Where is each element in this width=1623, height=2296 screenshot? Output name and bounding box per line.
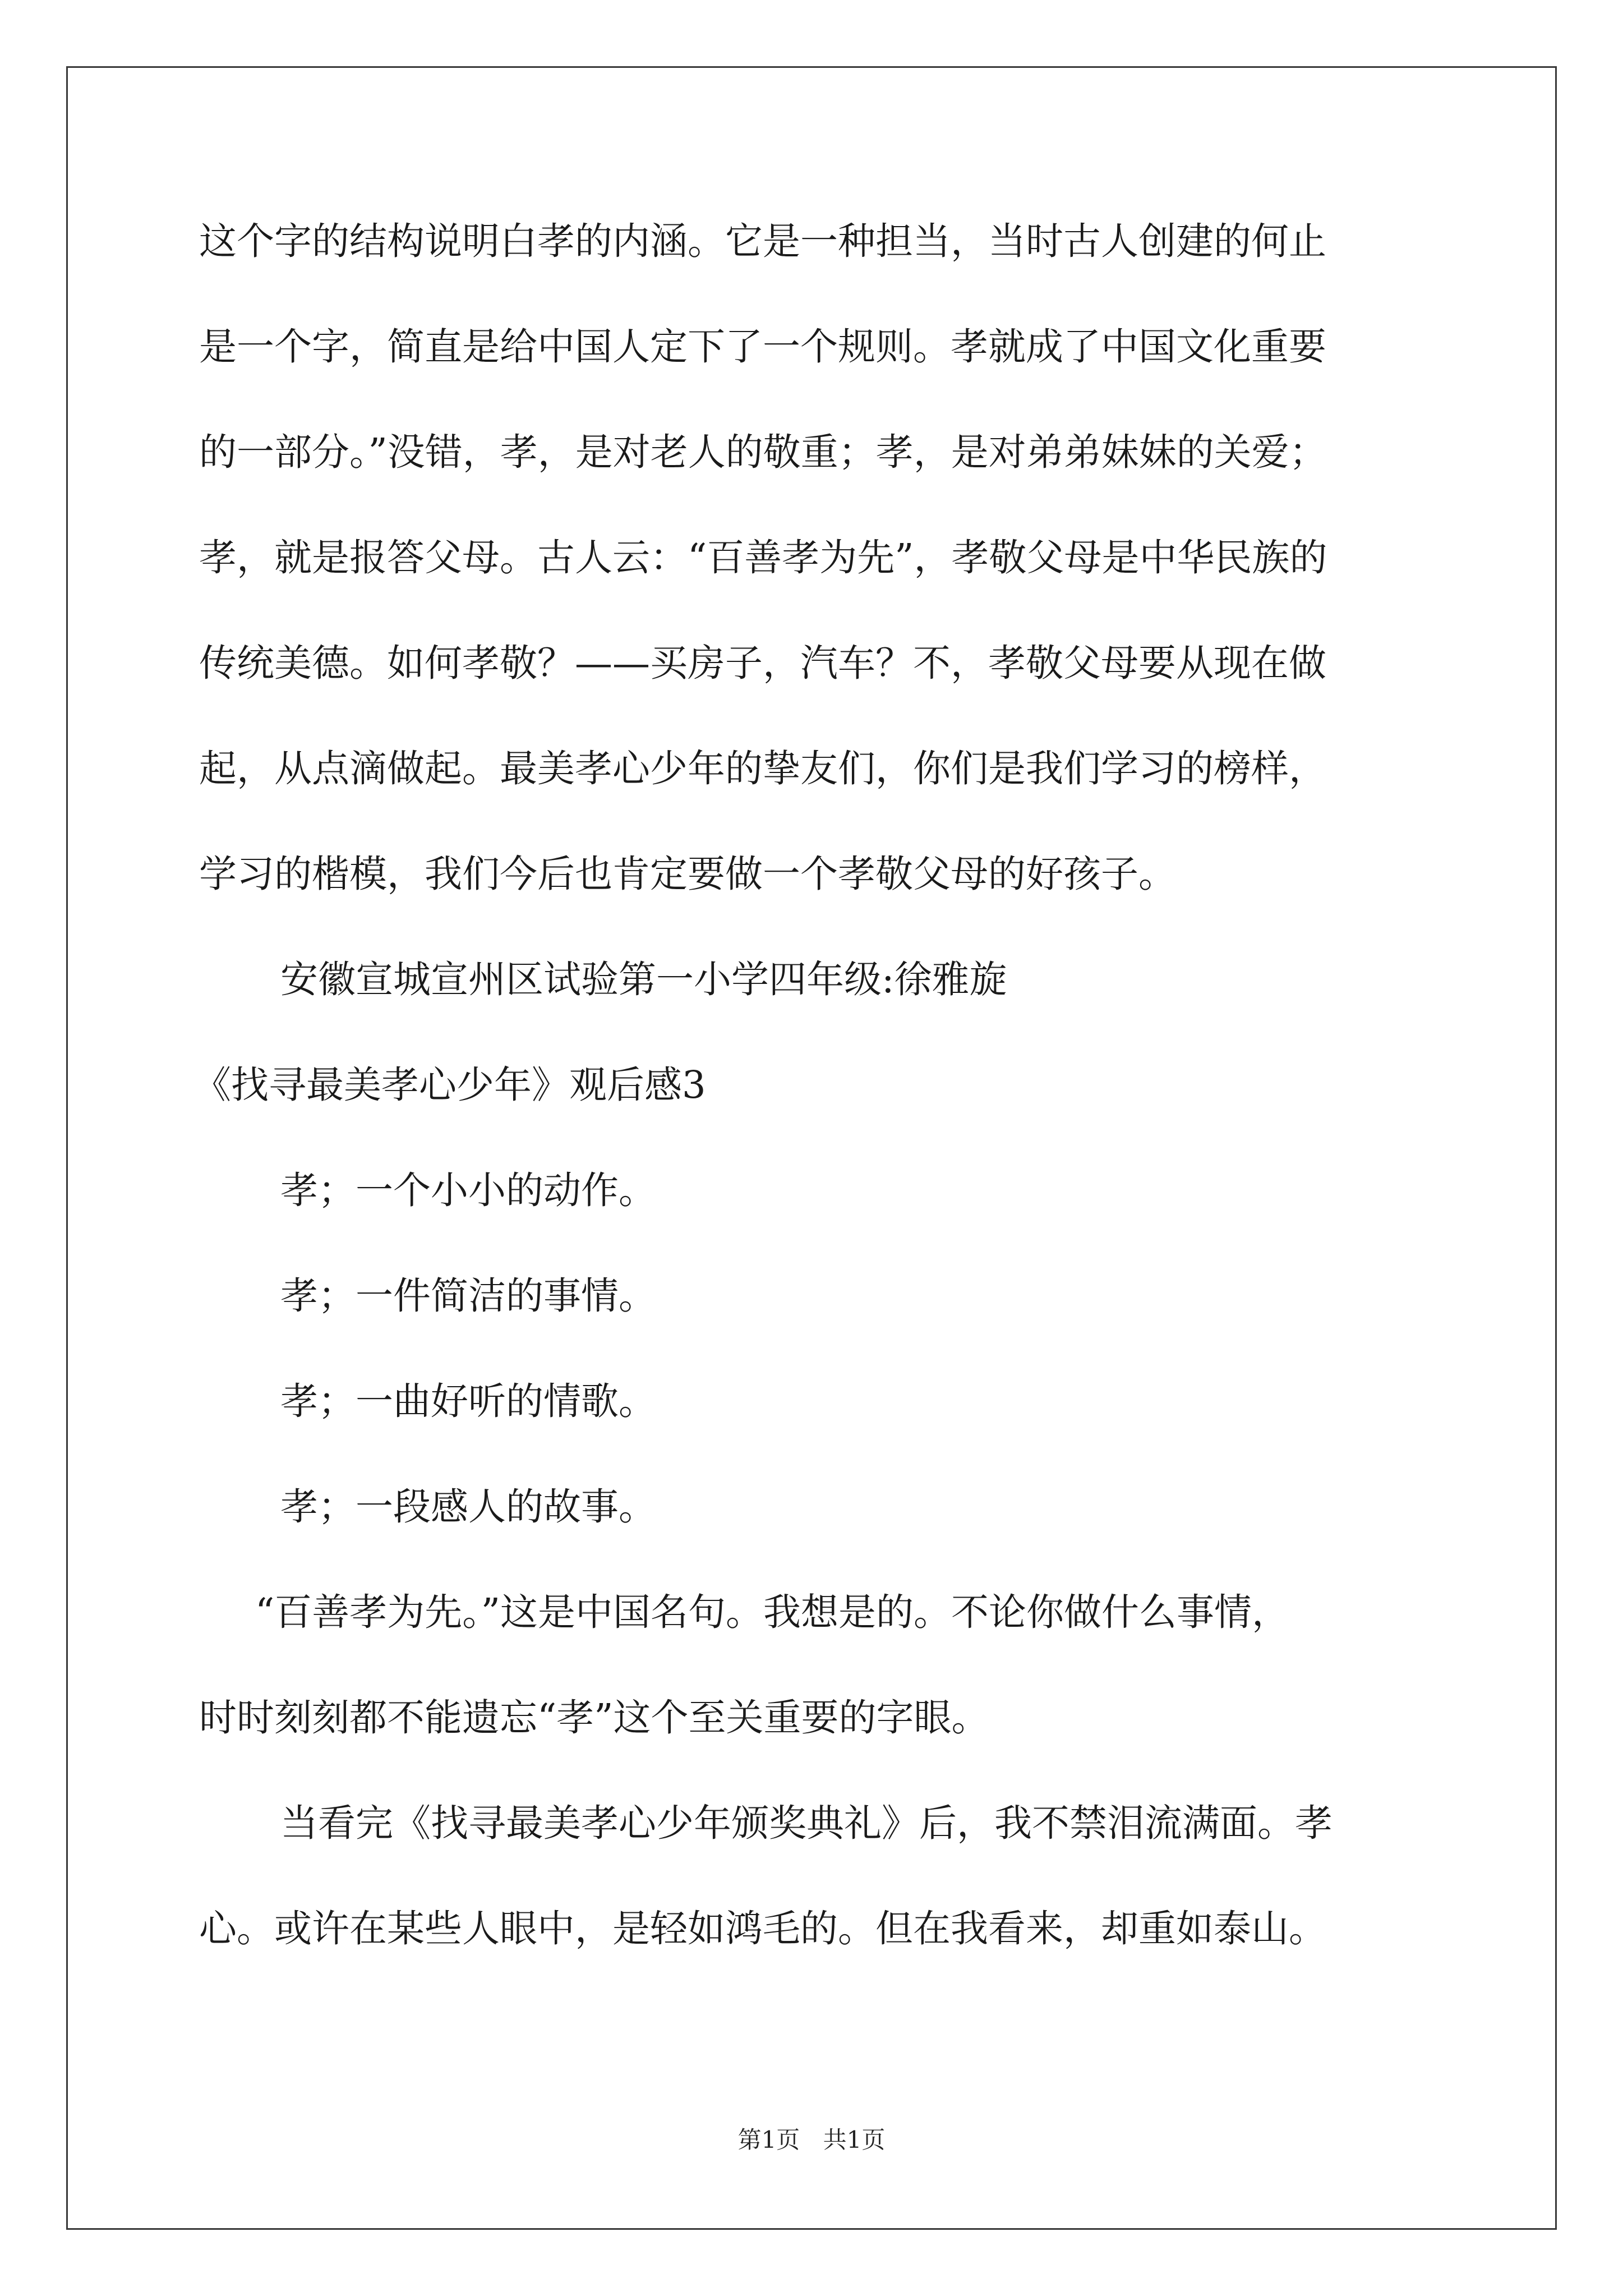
paragraph-line: 孝；一件简洁的事情。 (280, 1274, 656, 1318)
paragraph-line: 孝；一段感人的故事。 (280, 1485, 656, 1529)
author-line: 安徽宣城宣州区试验第一小学四年级:徐雅旋 (280, 958, 1007, 1001)
paragraph-line: 孝；一曲好听的情歌。 (280, 1379, 656, 1423)
page-footer (0, 2123, 1623, 2157)
paragraph-line: 的一部分。”没错，孝，是对老人的敬重；孝，是对弟弟妹妹的关爱； (199, 430, 1327, 474)
paragraph-line: 这个字的结构说明白孝的内涵。它是一种担当，当时古人创建的何止 (199, 219, 1326, 263)
paragraph-line: 学习的楷模，我们今后也肯定要做一个孝敬父母的好孩子。 (199, 852, 1176, 896)
paragraph-line: 当看完《找寻最美孝心少年颁奖典礼》后，我不禁泪流满面。孝 (280, 1801, 1332, 1845)
paragraph-line: 心。或许在某些人眼中，是轻如鸿毛的。但在我看来，却重如泰山。 (199, 1907, 1326, 1950)
paragraph-line: 是一个字，简直是给中国人定下了一个规则。孝就成了中国文化重要 (199, 325, 1326, 369)
paragraph-line: 时时刻刻都不能遗忘“孝”这个至关重要的字眼。 (199, 1696, 989, 1740)
paragraph-line: 起，从点滴做起。最美孝心少年的挚友们，你们是我们学习的榜样， (199, 747, 1326, 790)
paragraph-line: “百善孝为先。”这是中国名句。我想是的。不论你做什么事情， (255, 1590, 1290, 1634)
paragraph-line: 传统美德。如何孝敬？——买房子，汽车？不，孝敬父母要从现在做 (199, 641, 1326, 685)
page-total: 共1页 (823, 2126, 886, 2154)
page-number: 第1页 (737, 2126, 800, 2154)
paragraph-line: 孝；一个小小的动作。 (280, 1168, 656, 1212)
section-title: 《找寻最美孝心少年》观后感3 (193, 1063, 706, 1107)
paragraph-line: 孝，就是报答父母。古人云：“百善孝为先”，孝敬父母是中华民族的 (199, 536, 1327, 579)
